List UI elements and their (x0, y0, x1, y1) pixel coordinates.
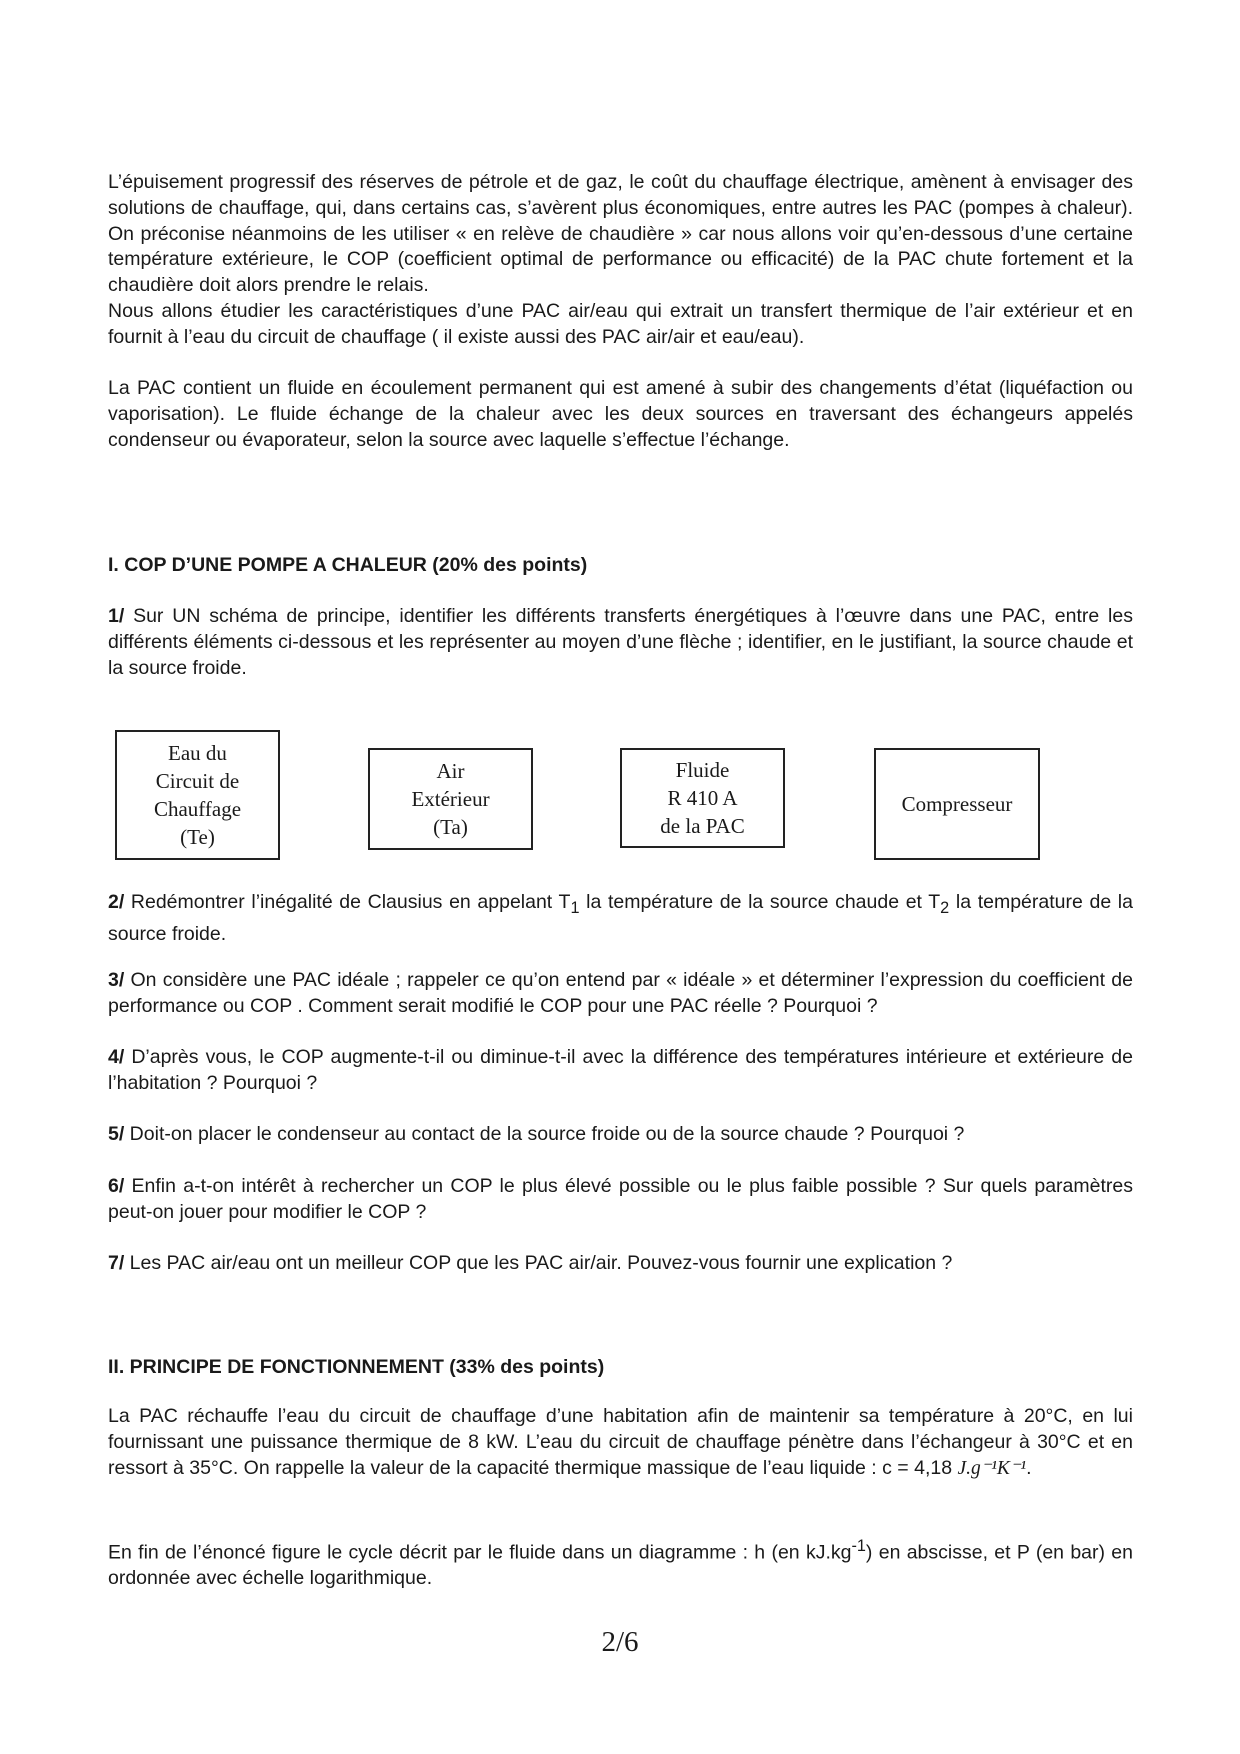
question-4 (108, 1045, 1133, 1097)
question-2-subscript-1: 1 (570, 898, 580, 917)
question-4-text: D’après vous, le COP augmente-t-il ou diminue-t-il avec la différence des températures intérieure et extérieure de l’habitation ? Pourquoi ? (108, 1046, 1133, 1094)
question-1 (108, 604, 1133, 681)
question-7-text: Les PAC air/eau ont un meilleur COP que les PAC air/air. Pouvez-vous fournir une explication ? (124, 1252, 953, 1274)
specific-heat-unit: J.g⁻¹K⁻¹ (957, 1457, 1027, 1479)
question-3 (108, 968, 1133, 1020)
box-air-exterieur: Air Extérieur (Ta) (368, 748, 533, 850)
section-2-paragraph-2-superscript: -1 (851, 1537, 866, 1555)
question-3-number: 3/ (108, 969, 125, 991)
section-1-title: I. COP D’UNE POMPE A CHALEUR (20% des points) (108, 554, 588, 576)
question-2-subscript-2: 2 (940, 898, 950, 917)
question-7-number: 7/ (108, 1252, 125, 1274)
question-1-number: 1/ (108, 605, 125, 627)
question-4-number: 4/ (108, 1046, 125, 1068)
section-2-paragraph-1-end: . (1026, 1456, 1032, 1479)
question-7 (108, 1251, 1133, 1277)
question-6-text: Enfin a-t-on intérêt à rechercher un COP le plus élevé possible ou le plus faible possible ? Sur quels paramètres peut-on jouer pour modifier le COP ? (108, 1175, 1133, 1223)
box-fluide-r410a: Fluide R 410 A de la PAC (620, 748, 785, 848)
section-2-paragraph-2-text-a: En fin de l’énoncé figure le cycle décrit par le fluide dans un diagramme : h (en kJ.kg (108, 1541, 852, 1564)
section-2-paragraph-2-text-b: ) en abscisse, et P (en bar) en ordonnée avec échelle logarithmique. (108, 1541, 1133, 1590)
question-5-number: 5/ (108, 1123, 125, 1145)
section-2-title: II. PRINCIPE DE FONCTIONNEMENT (33% des points) (108, 1356, 605, 1378)
section-2-paragraph-2 (108, 1534, 1133, 1592)
question-2 (108, 890, 1133, 947)
intro-paragraph-3: La PAC contient un fluide en écoulement permanent qui est amené à subir des changements d’état (liquéfaction ou vaporisation). Le fluide échange de la chaleur avec les deux sources en traversant des échangeurs appelés condenseur ou évaporateur, selon la source avec laquelle s’effectue l’échange. (108, 377, 1133, 451)
question-1-text: Sur UN schéma de principe, identifier les différents transferts énergétiques à l’œuvre dans une PAC, entre les différents éléments ci-dessous et les représenter au moyen d’une flèche ; identifier, en le justifiant, la source chaude et la source froide. (108, 605, 1133, 679)
question-2-text-b: la température de la source chaude et T (579, 891, 941, 913)
question-2-text-a: Redémontrer l’inégalité de Clausius en appelant T (124, 891, 571, 913)
question-2-number: 2/ (108, 891, 125, 913)
section-2-paragraph-1 (108, 1404, 1133, 1481)
intro-paragraph-2: Nous allons étudier les caractéristiques d’une PAC air/eau qui extrait un transfert thermique de l’air extérieur et en fournit à l’eau du circuit de chauffage ( il existe aussi des PAC air/air et eau/eau). (108, 300, 1133, 348)
box-eau-circuit-chauffage: Eau du Circuit de Chauffage (Te) (115, 730, 280, 860)
question-2-text-c: la température de la source froide. (108, 891, 1133, 945)
question-6 (108, 1174, 1133, 1226)
question-5-text: Doit-on placer le condenseur au contact de la source froide ou de la source chaude ? Pourquoi ? (124, 1123, 965, 1145)
question-5 (108, 1122, 1133, 1148)
question-3-text: On considère une PAC idéale ; rappeler ce qu’on entend par « idéale » et déterminer l’expression du coefficient de performance ou COP . Comment serait modifié le COP pour une PAC réelle ? Pourquoi ? (108, 969, 1133, 1017)
page-number: 2/6 (601, 1626, 639, 1658)
question-6-number: 6/ (108, 1175, 125, 1197)
section-2-paragraph-1-text: La PAC réchauffe l’eau du circuit de chauffage d’une habitation afin de maintenir sa température à 20°C, en lui fournissant une puissance thermique de 8 kW. L’eau du circuit de chauffage pénètre dans l’échangeur à 30°C et en ressort à 35°C. On rappelle la valeur de la capacité thermique massique de l’eau liquide : c = 4,18 (108, 1405, 1133, 1479)
intro-paragraph-1: L’épuisement progressif des réserves de pétrole et de gaz, le coût du chauffage électrique, amènent à envisager des solutions de chauffage, qui, dans certains cas, s’avèrent plus économiques, entre autres les PAC (pompes à chaleur). On préconise néanmoins de les utiliser « en relève de chaudière » car nous allons voir qu’en-dessous d’une certaine température extérieure, le COP (coefficient optimal de performance ou efficacité) de la PAC chute fortement et la chaudière doit alors prendre le relais. (108, 171, 1133, 297)
box-compresseur: Compresseur (874, 748, 1040, 860)
